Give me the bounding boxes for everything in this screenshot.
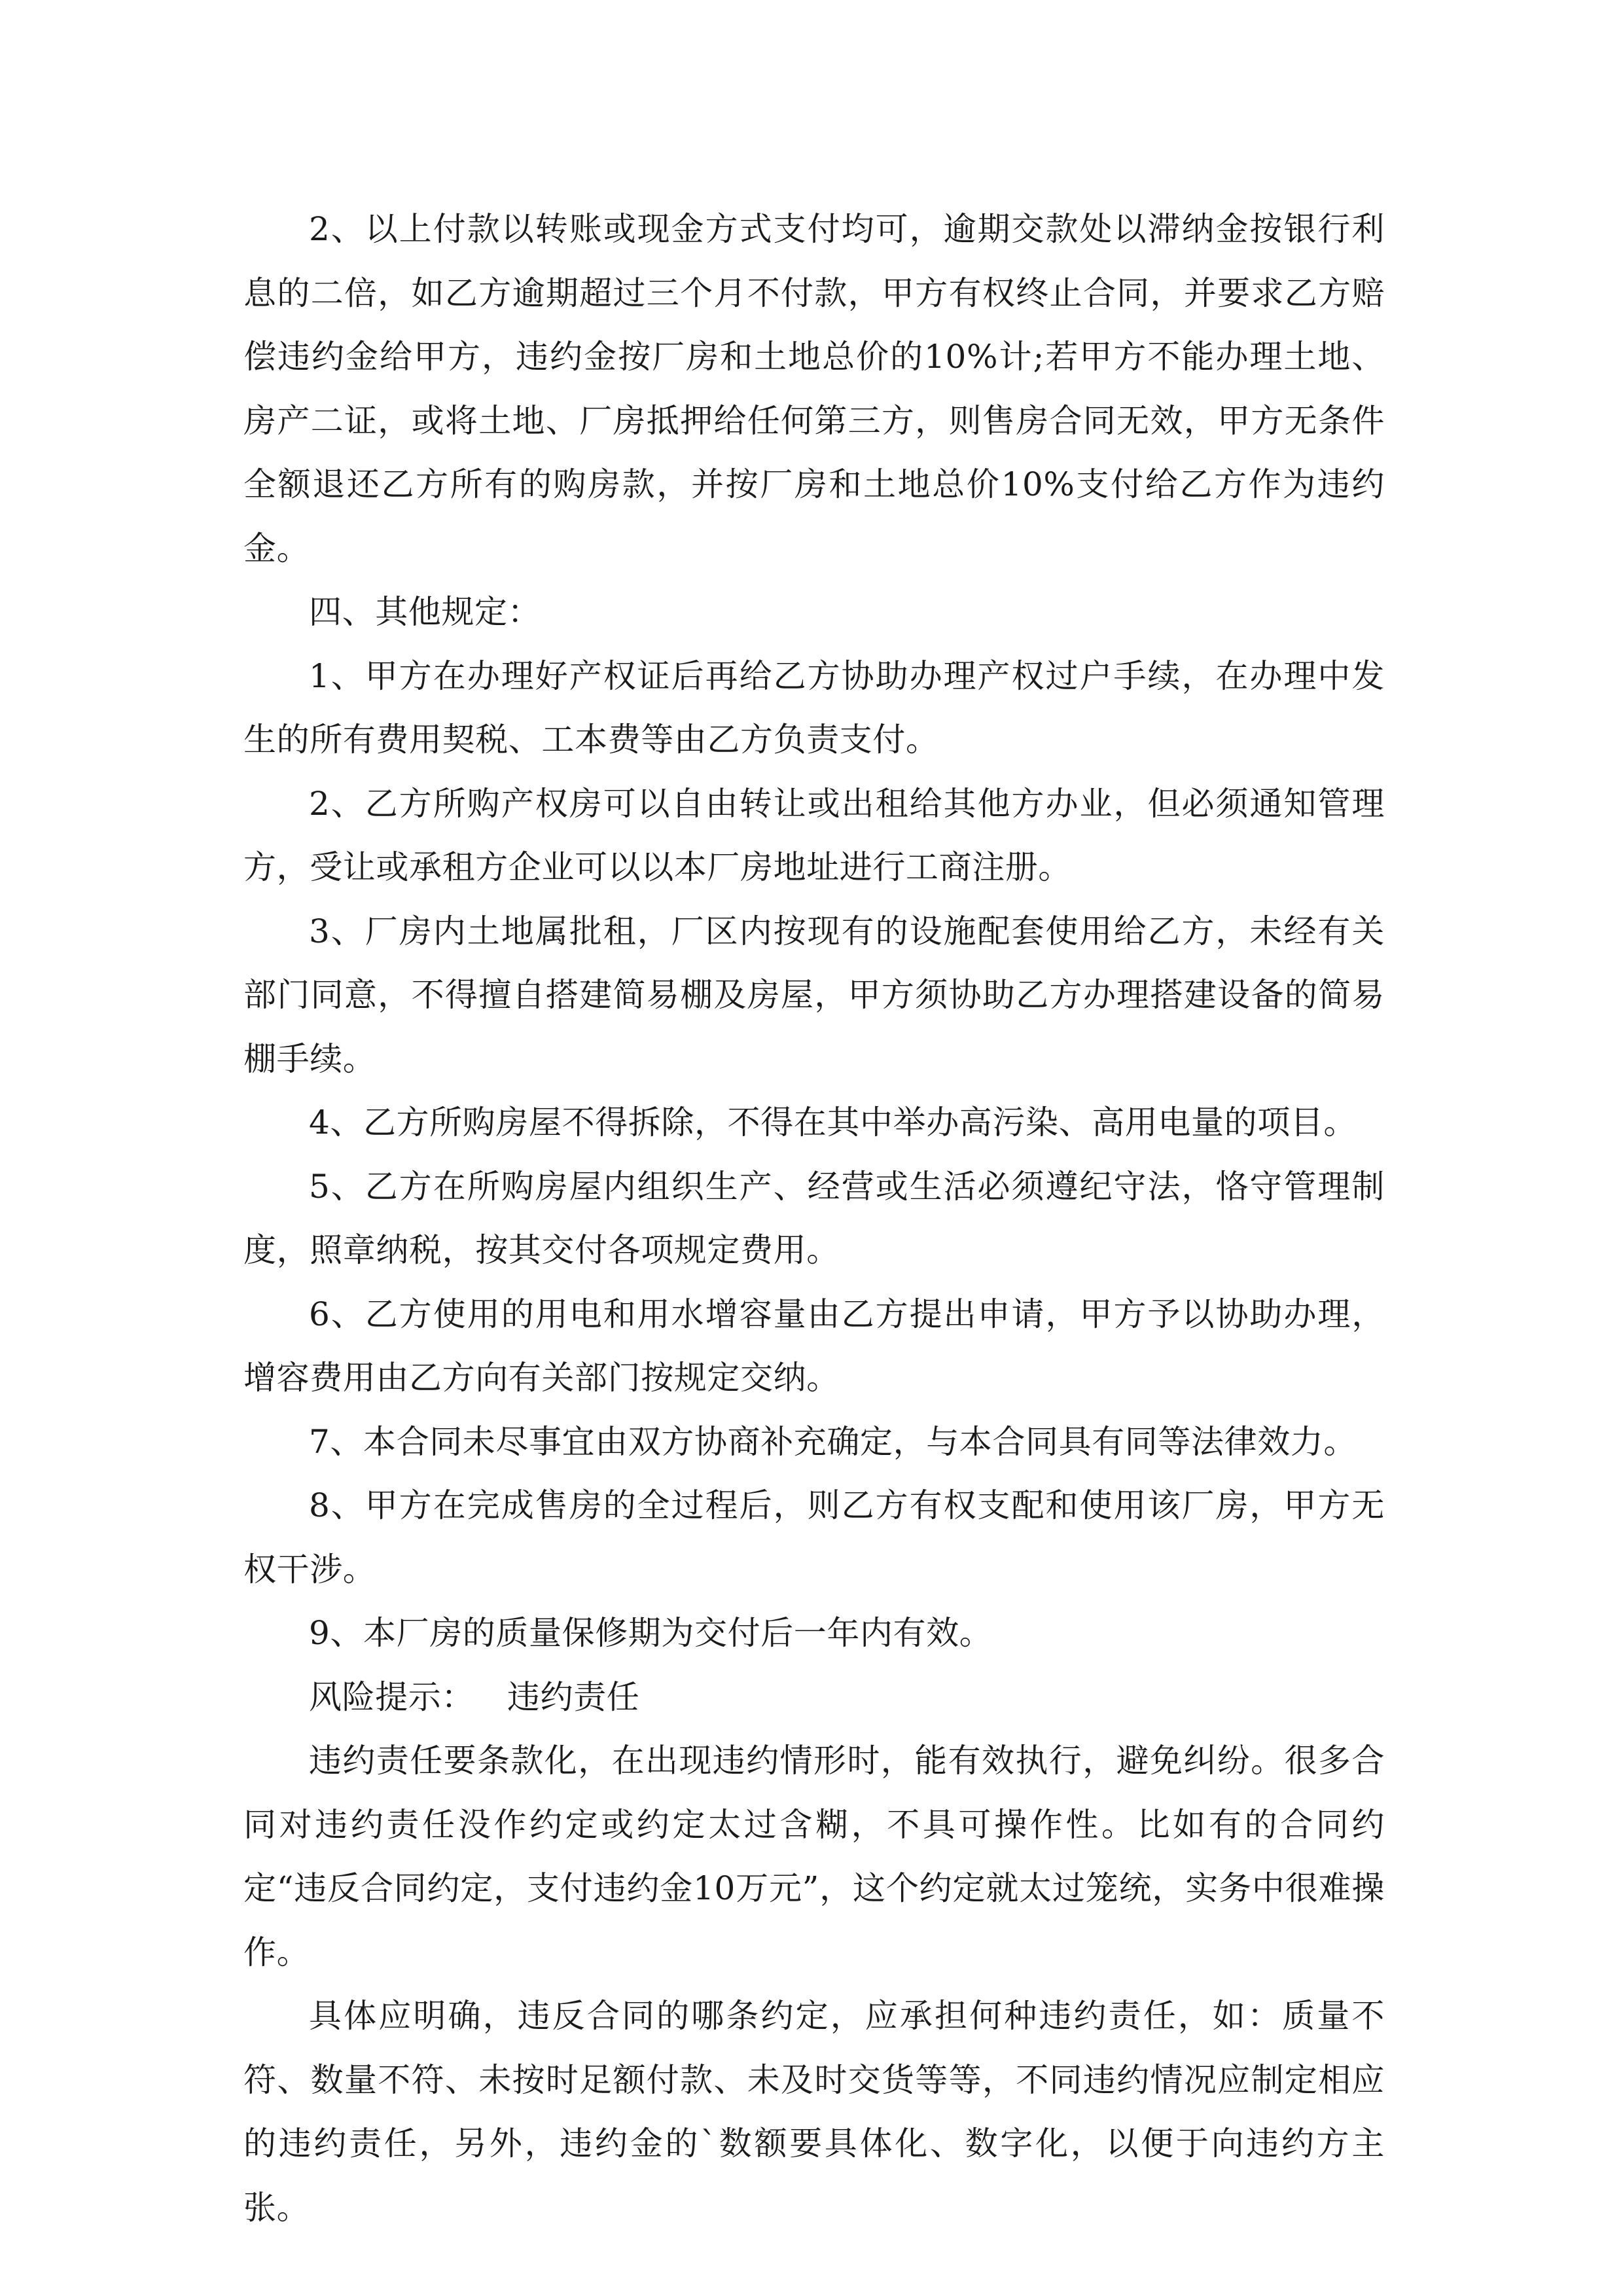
risk-tip-label: 风险提示：	[309, 1677, 474, 1716]
section-heading-other-provisions: 四、其他规定：	[309, 593, 541, 631]
paragraph-payment-2: 2、以上付款以转账或现金方式支付均可，逾期交款处以滞纳金按银行利息的二倍，如乙方逾期超过三个月不付款，甲方有权终止合同，并要求乙方赔偿违约金给甲方，违约金按厂房和土地总价的10%计;若甲方不能办理土地、房产二证，或将土地、厂房抵押给任何第三方，则售房合同无效，甲方无条件全额退还乙方所有的购房款，并按厂房和土地总价10%支付给乙方作为违约金。	[243, 210, 1385, 567]
paragraph-provision-9: 9、本厂房的质量保修期为交付后一年内有效。	[309, 1614, 993, 1652]
paragraph-risk-1: 违约责任要条款化，在出现违约情形时，能有效执行，避免纠纷。很多合同对违约责任没作约定或约定太过含糊，不具可操作性。比如有的合同约定“违反合同约定，支付违约金10万元”，这个约定就太过笼统，实务中很难操作。	[243, 1742, 1385, 1971]
paragraph-risk-2: 具体应明确，违反合同的哪条约定，应承担何种违约责任，如：质量不符、数量不符、未按时足额付款、未及时交货等等，不同违约情况应制定相应的违约责任，另外，违约金的`数额要具体化、数字化，以便于向违约方主张。	[243, 1997, 1385, 2227]
paragraph-provision-3: 3、厂房内土地属批租，厂区内按现有的设施配套使用给乙方，未经有关部门同意，不得擅自搭建简易棚及房屋，甲方须协助乙方办理搭建设备的简易棚手续。	[243, 912, 1385, 1078]
risk-tip-heading	[243, 1666, 1385, 1730]
paragraph-provision-1: 1、甲方在办理好产权证后再给乙方协助办理产权过户手续，在办理中发生的所有费用契税、工本费等由乙方负责支付。	[243, 656, 1385, 759]
paragraph-provision-2: 2、乙方所购产权房可以自由转让或出租给其他方办业，但必须通知管理方，受让或承租方企业可以以本厂房地址进行工商注册。	[243, 784, 1385, 886]
paragraph-provision-5: 5、乙方在所购房屋内组织生产、经营或生活必须遵纪守法，恪守管理制度，照章纳税，按其交付各项规定费用。	[243, 1167, 1385, 1269]
paragraph-provision-4: 4、乙方所购房屋不得拆除，不得在其中举办高污染、高用电量的项目。	[309, 1103, 1357, 1141]
paragraph-provision-8: 8、甲方在完成售房的全过程后，则乙方有权支配和使用该厂房，甲方无权干涉。	[243, 1486, 1385, 1588]
risk-tip-title: 违约责任	[507, 1677, 640, 1716]
paragraph-provision-7: 7、本合同未尽事宜由双方协商补充确定，与本合同具有同等法律效力。	[309, 1422, 1357, 1461]
paragraph-provision-6: 6、乙方使用的用电和用水增容量由乙方提出申请，甲方予以协助办理，增容费用由乙方向有关部门按规定交纳。	[243, 1295, 1385, 1397]
document-body	[243, 198, 1385, 2240]
